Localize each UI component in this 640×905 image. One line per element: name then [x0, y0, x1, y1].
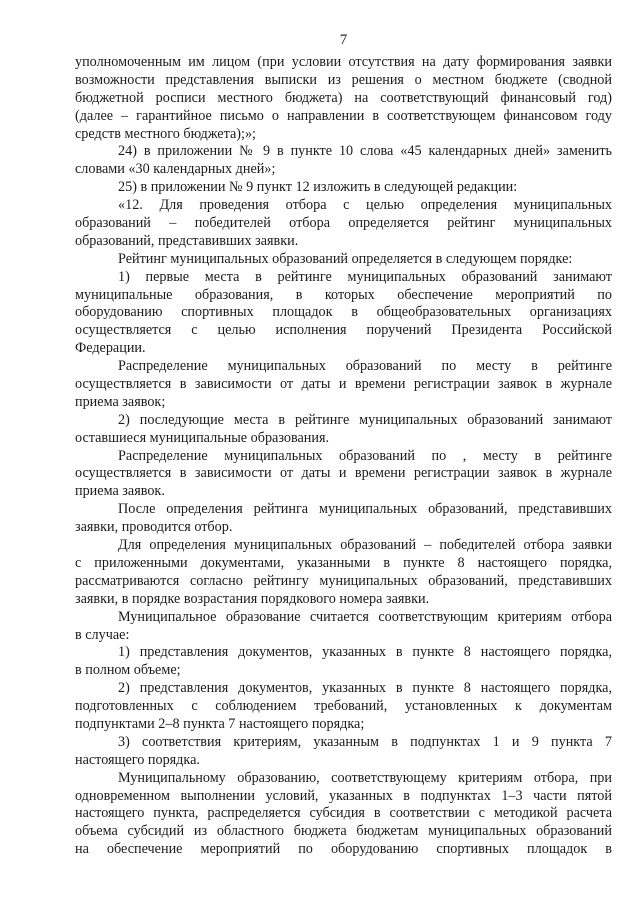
paragraph [75, 358, 612, 412]
text-line: муниципальные образования, в которых обеспечение мероприятий по [75, 286, 612, 303]
paragraph [75, 680, 612, 734]
text-line: 1) первые места в рейтинге муниципальных образований занимают [118, 268, 612, 285]
text-line: образований, представивших заявки. [75, 232, 299, 249]
text-line: После определения рейтинга муниципальных образований, представивших [118, 501, 612, 518]
text-line: настоящего пункта, распределяется субсидия в соответствии с методикой расчета [75, 805, 612, 822]
paragraph [75, 179, 612, 197]
text-line: осуществляется в зависимости от даты и времени регистрации заявок в журнале [75, 465, 612, 482]
text-line: Муниципальное образование считается соответствующим критериям отбора [118, 608, 612, 625]
paragraph [75, 770, 612, 859]
paragraph [75, 251, 612, 269]
text-line: осуществляется в зависимости от даты и времени регистрации заявок в журнале [75, 376, 612, 393]
paragraph [75, 537, 612, 609]
text-line: осуществляется с целью исполнения поручений Президента Российской [75, 322, 612, 339]
text-line: с приложенными документами, указанными в пункте 8 настоящего порядка, [75, 554, 612, 571]
text-line: образований – победителей отбора определяется рейтинг муниципальных [75, 215, 612, 232]
text-line: объема субсидий из областного бюджета бюджетам муниципальных образований [75, 823, 612, 840]
paragraph [75, 609, 612, 645]
text-line: Для определения муниципальных образований – победителей отбора заявки [118, 537, 612, 554]
text-line: средств местного бюджета);»; [75, 125, 256, 142]
text-line: 3) соответствия критериям, указанным в подпунктах 1 и 9 пункта 7 [118, 733, 612, 750]
text-line: Распределение муниципальных образований по , месту в рейтинге [118, 447, 612, 464]
text-line: «12. Для проведения отбора с целью определения муниципальных [118, 197, 612, 214]
text-line: подготовленных с соблюдением требований, установленных к документам [75, 698, 612, 715]
text-line: оставшиеся муниципальные образования. [75, 429, 330, 446]
paragraph [75, 501, 612, 537]
paragraph [75, 54, 612, 143]
text-line: бюджетной росписи местного бюджета) на соответствующий финансовый год) [75, 89, 612, 106]
text-line: на обеспечение мероприятий по оборудованию спортивных площадок в [75, 841, 612, 858]
text-line: словами «30 календарных дней»; [75, 161, 276, 178]
text-line: настоящего порядка. [75, 751, 200, 768]
text-line: заявки, проводится отбор. [75, 519, 233, 536]
paragraph [75, 197, 612, 251]
text-line: 24) в приложении № 9 в пункте 10 слова «45 календарных дней» заменить [118, 143, 612, 160]
paragraph [75, 412, 612, 448]
paragraph [75, 269, 612, 358]
text-line: заявки, в порядке возрастания порядкового номера заявки. [75, 590, 430, 607]
text-line: уполномоченным им лицом (при условии отсутствия на дату формирования заявки [75, 54, 612, 70]
text-line: подпунктами 2–8 пункта 7 настоящего порядка; [75, 715, 365, 732]
paragraph [75, 143, 612, 179]
text-line: Распределение муниципальных образований по месту в рейтинге [118, 358, 612, 375]
text-line: 2) представления документов, указанных в пункте 8 настоящего порядка, [118, 680, 612, 697]
paragraph [75, 448, 612, 502]
text-line: оборудованию спортивных площадок в общеобразовательных организациях [75, 304, 612, 321]
text-line: одновременном выполнении условий, указанных в подпунктах 1–3 части пятой [75, 787, 612, 804]
text-line: (далее – гарантийное письмо о направлении в соответствующем финансовом году [75, 107, 612, 124]
text-line: в случае: [75, 626, 130, 643]
text-line: приема заявок; [75, 393, 166, 410]
text-line: приема заявок. [75, 483, 165, 500]
text-line: в полном объеме; [75, 662, 181, 679]
text-line: 1) представления документов, указанных в пункте 8 настоящего порядка, [118, 644, 612, 661]
text-line: 2) последующие места в рейтинге муниципальных образований занимают [118, 411, 612, 428]
text-line: рассматриваются согласно рейтингу муниципальных образований, представивших [75, 572, 612, 589]
text-line: 25) в приложении № 9 пункт 12 изложить в следующей редакции: [118, 179, 518, 196]
text-line: Рейтинг муниципальных образований определяется в следующем порядке: [118, 250, 573, 267]
paragraph [75, 734, 612, 770]
text-line: Муниципальному образованию, соответствующему критериям отбора, при [118, 769, 612, 786]
text-line: возможности представления выписки из решения о местном бюджете (сводной [75, 71, 612, 88]
paragraph [75, 644, 612, 680]
page-number: 7 [339, 32, 348, 48]
document-body [75, 54, 612, 859]
text-line: Федерации. [75, 340, 146, 357]
